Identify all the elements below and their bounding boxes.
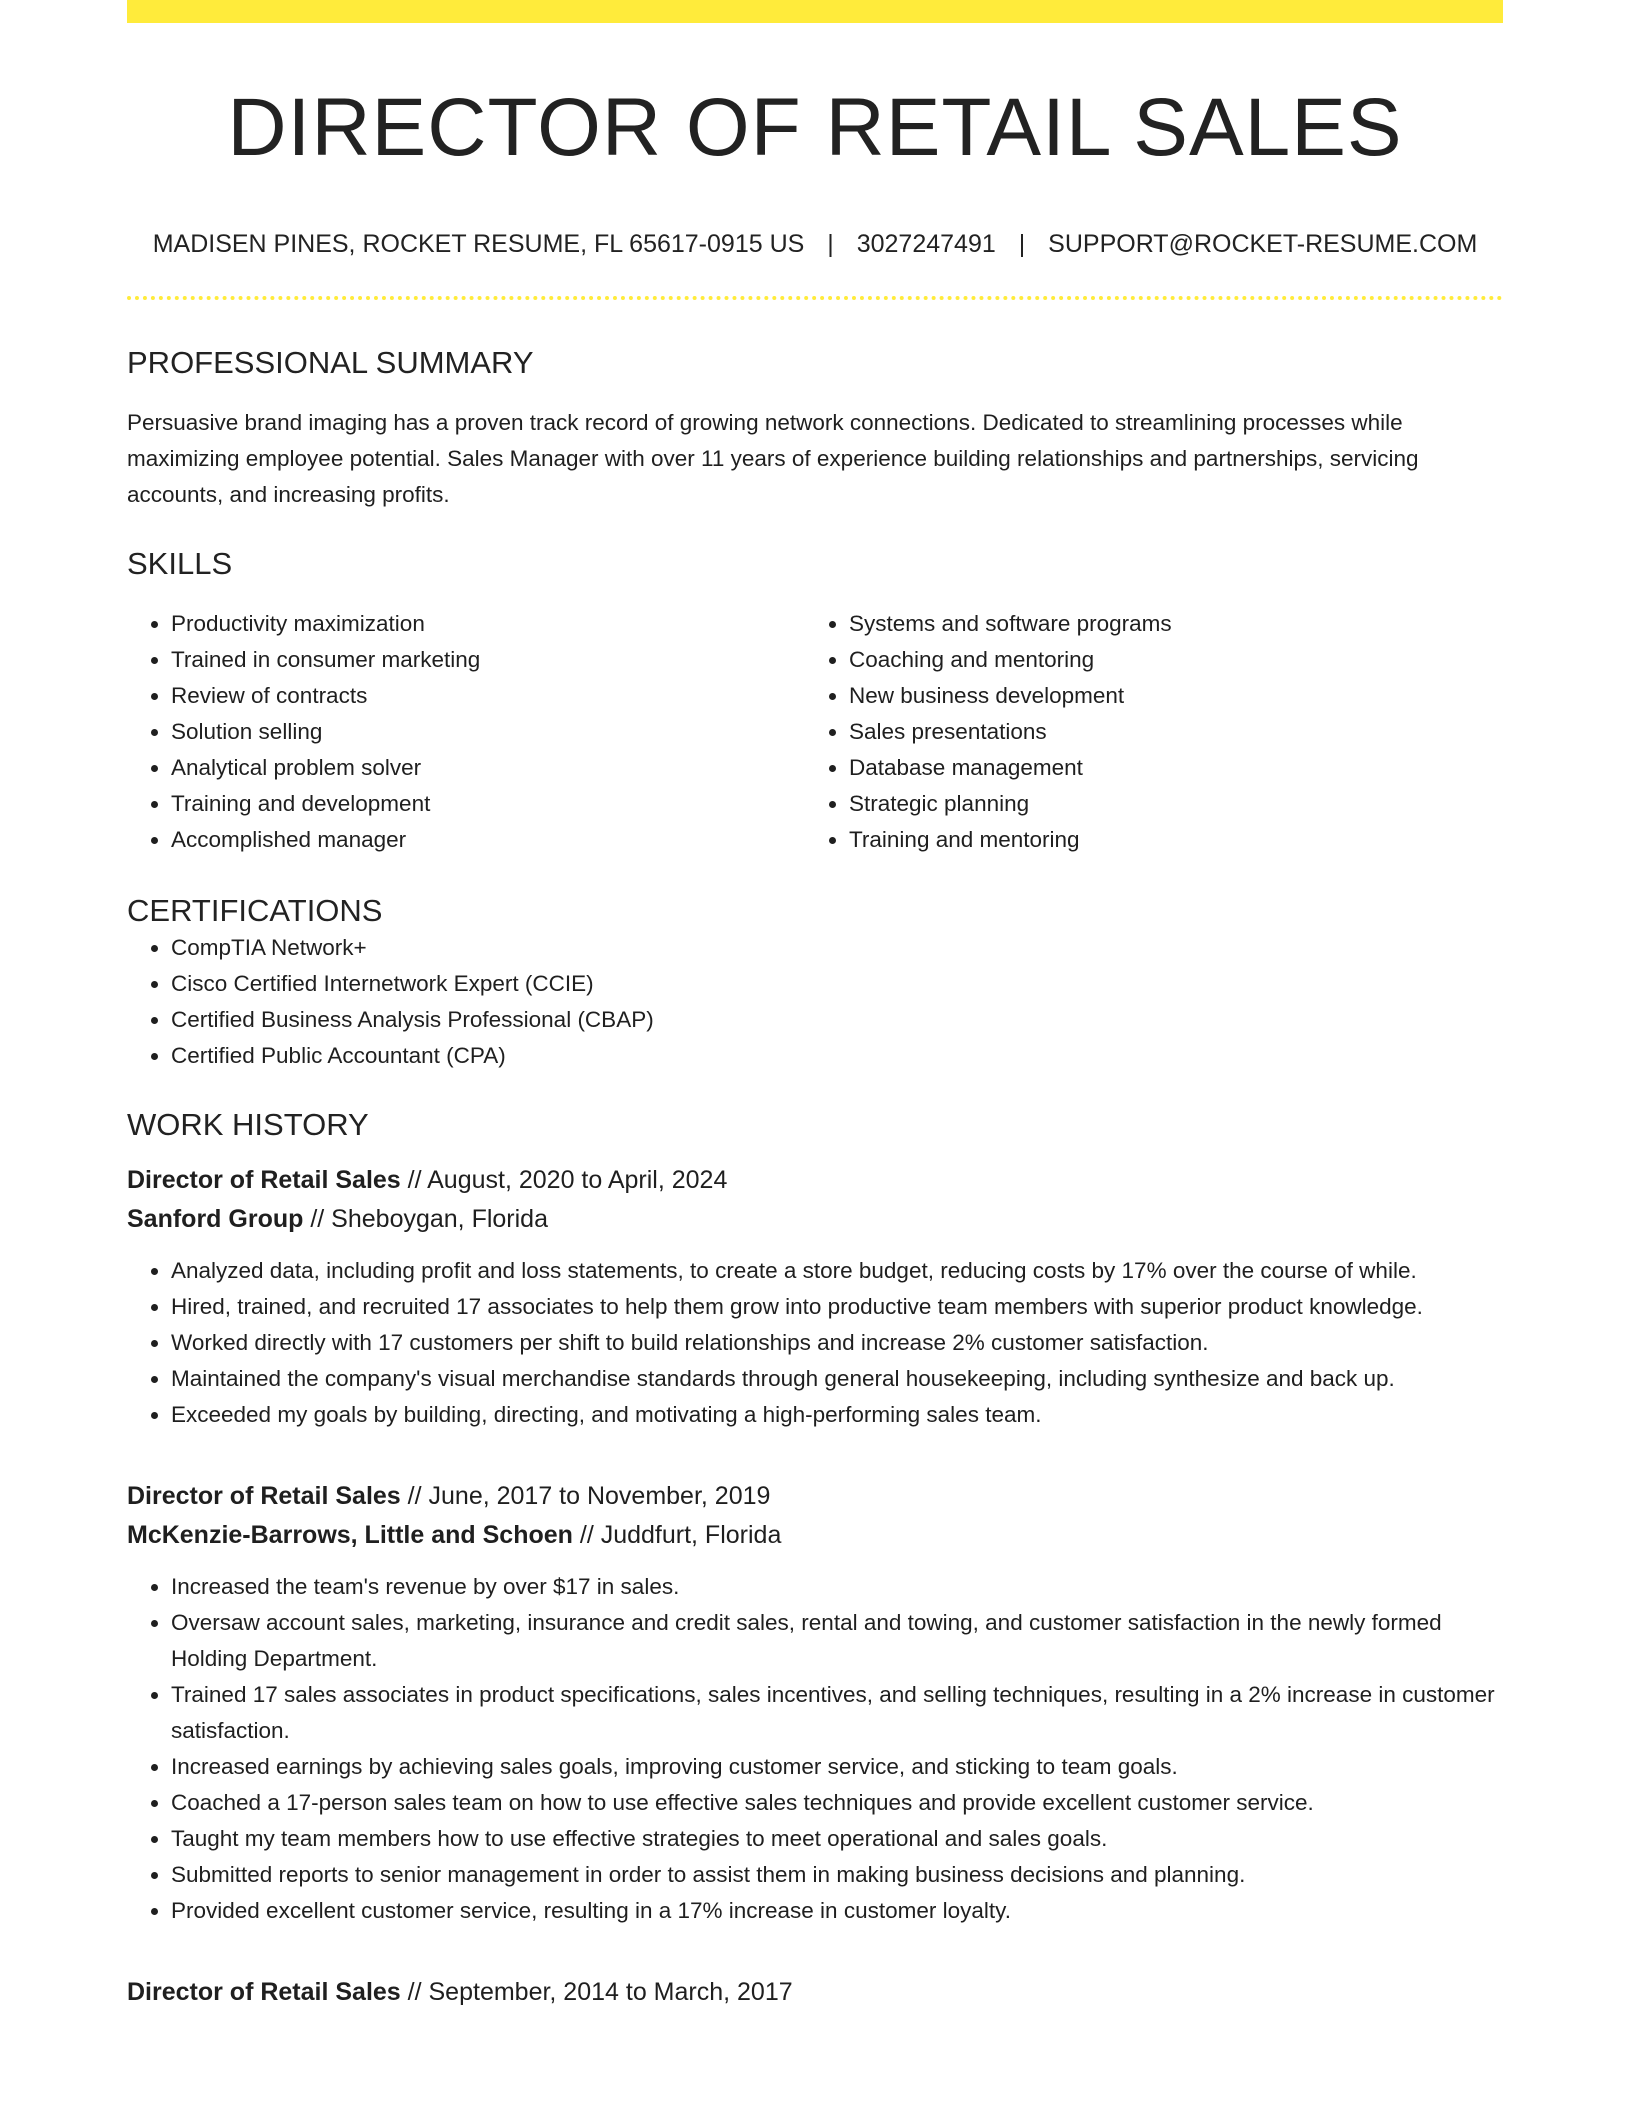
job-bullet: • Analyzed data, including profit and loss statements, to create a store budget, reducing costs by 17% over the course of while. bbox=[171, 1253, 1503, 1289]
skills-list-right bbox=[805, 606, 1483, 858]
job-company: Sanford Group bbox=[127, 1204, 304, 1233]
jobs-container bbox=[127, 1161, 1503, 2012]
work-history-heading: WORK HISTORY bbox=[127, 1106, 369, 1142]
job-bullets bbox=[127, 1253, 1503, 1433]
skills-column-left bbox=[127, 606, 805, 858]
job-title-line bbox=[127, 1973, 1503, 2012]
job-company-line bbox=[127, 1516, 1503, 1555]
job-entry bbox=[127, 1973, 1503, 2012]
job-title-line bbox=[127, 1477, 1503, 1516]
certification-item: • Certified Business Analysis Professional (CBAP) bbox=[171, 1002, 1503, 1038]
skill-item: • Productivity maximization bbox=[171, 606, 805, 642]
job-bullet: • Taught my team members how to use effective strategies to meet operational and sales goals. bbox=[171, 1821, 1503, 1857]
job-bullet: • Worked directly with 17 customers per shift to build relationships and increase 2% customer satisfaction. bbox=[171, 1325, 1503, 1361]
job-bullet: • Maintained the company's visual merchandise standards through general housekeeping, including synthesize and back up. bbox=[171, 1361, 1503, 1397]
job-bullet: • Submitted reports to senior management in order to assist them in making business decisions and planning. bbox=[171, 1857, 1503, 1893]
skill-item: • Strategic planning bbox=[849, 786, 1483, 822]
skill-item: • Database management bbox=[849, 750, 1483, 786]
contact-email: SUPPORT@ROCKET-RESUME.COM bbox=[1048, 230, 1478, 258]
skill-item: • Analytical problem solver bbox=[171, 750, 805, 786]
skill-item: • Sales presentations bbox=[849, 714, 1483, 750]
job-title: Director of Retail Sales bbox=[127, 1481, 401, 1510]
accent-bar bbox=[127, 0, 1503, 23]
certification-item: • Cisco Certified Internetwork Expert (CCIE) bbox=[171, 966, 1503, 1002]
skills-column-right bbox=[805, 606, 1483, 858]
contact-line bbox=[127, 229, 1503, 259]
job-title: Director of Retail Sales bbox=[127, 1165, 401, 1194]
job-company: McKenzie-Barrows, Little and Schoen bbox=[127, 1520, 573, 1549]
skill-item: • Systems and software programs bbox=[849, 606, 1483, 642]
resume-page bbox=[127, 0, 1503, 2012]
summary-heading: PROFESSIONAL SUMMARY bbox=[127, 345, 534, 380]
certifications-heading: CERTIFICATIONS bbox=[127, 893, 383, 929]
skill-item: • Solution selling bbox=[171, 714, 805, 750]
contact-separator: | bbox=[1018, 230, 1026, 258]
job-entry bbox=[127, 1161, 1503, 1433]
certification-item: • CompTIA Network+ bbox=[171, 930, 1503, 966]
certifications-section bbox=[127, 892, 1503, 1073]
job-bullet: • Coached a 17-person sales team on how to use effective sales techniques and provide excellent customer service. bbox=[171, 1785, 1503, 1821]
dotted-divider bbox=[127, 296, 1503, 300]
skills-heading: SKILLS bbox=[127, 546, 233, 582]
skills-section bbox=[127, 545, 1503, 858]
skill-item: • Training and mentoring bbox=[849, 822, 1483, 858]
certification-item: • Certified Public Accountant (CPA) bbox=[171, 1038, 1503, 1074]
job-dates: // September, 2014 to March, 2017 bbox=[407, 1977, 793, 2006]
job-bullet: • Exceeded my goals by building, directing, and motivating a high-performing sales team. bbox=[171, 1397, 1503, 1433]
skills-list-left bbox=[127, 606, 805, 858]
skill-item: • New business development bbox=[849, 678, 1483, 714]
job-location: // Juddfurt, Florida bbox=[579, 1520, 782, 1549]
job-dates: // August, 2020 to April, 2024 bbox=[407, 1165, 728, 1194]
certifications-list bbox=[127, 930, 1503, 1074]
job-bullet: • Hired, trained, and recruited 17 associates to help them grow into productive team members with superior product knowledge. bbox=[171, 1289, 1503, 1325]
summary-text: Persuasive brand imaging has a proven track record of growing network connections. Dedicated to streamlining processes while maximizing employee potential. Sales Manager with over 11 years of experience building relationships and partnerships, servicing accounts, and increasing profits. bbox=[127, 410, 1419, 508]
skill-item: • Trained in consumer marketing bbox=[171, 642, 805, 678]
summary-section bbox=[127, 344, 1503, 513]
skill-item: • Training and development bbox=[171, 786, 805, 822]
skill-item: • Coaching and mentoring bbox=[849, 642, 1483, 678]
contact-separator: | bbox=[827, 230, 834, 258]
contact-address: MADISEN PINES, ROCKET RESUME, FL 65617-0915 US bbox=[152, 230, 805, 258]
job-bullet: • Oversaw account sales, marketing, insurance and credit sales, rental and towing, and customer satisfaction in the newly formed Holding Department. bbox=[171, 1605, 1503, 1677]
job-bullets bbox=[127, 1569, 1503, 1929]
skill-item: • Review of contracts bbox=[171, 678, 805, 714]
job-bullet: • Provided excellent customer service, resulting in a 17% increase in customer loyalty. bbox=[171, 1893, 1503, 1929]
job-entry bbox=[127, 1477, 1503, 1929]
job-bullet: • Increased earnings by achieving sales goals, improving customer service, and sticking to team goals. bbox=[171, 1749, 1503, 1785]
work-history-section bbox=[127, 1106, 1503, 2012]
job-company-line bbox=[127, 1200, 1503, 1239]
job-bullet: • Trained 17 sales associates in product specifications, sales incentives, and selling techniques, resulting in a 2% increase in customer satisfaction. bbox=[171, 1677, 1503, 1749]
skill-item: • Accomplished manager bbox=[171, 822, 805, 858]
job-dates: // June, 2017 to November, 2019 bbox=[407, 1481, 771, 1510]
job-title: Director of Retail Sales bbox=[127, 1977, 401, 2006]
skills-columns bbox=[127, 606, 1503, 858]
job-bullet: • Increased the team's revenue by over $17 in sales. bbox=[171, 1569, 1503, 1605]
contact-phone: 3027247491 bbox=[856, 230, 996, 258]
job-title-line bbox=[127, 1161, 1503, 1200]
job-location: // Sheboygan, Florida bbox=[310, 1204, 548, 1233]
page-title: DIRECTOR OF RETAIL SALES bbox=[227, 82, 1403, 173]
